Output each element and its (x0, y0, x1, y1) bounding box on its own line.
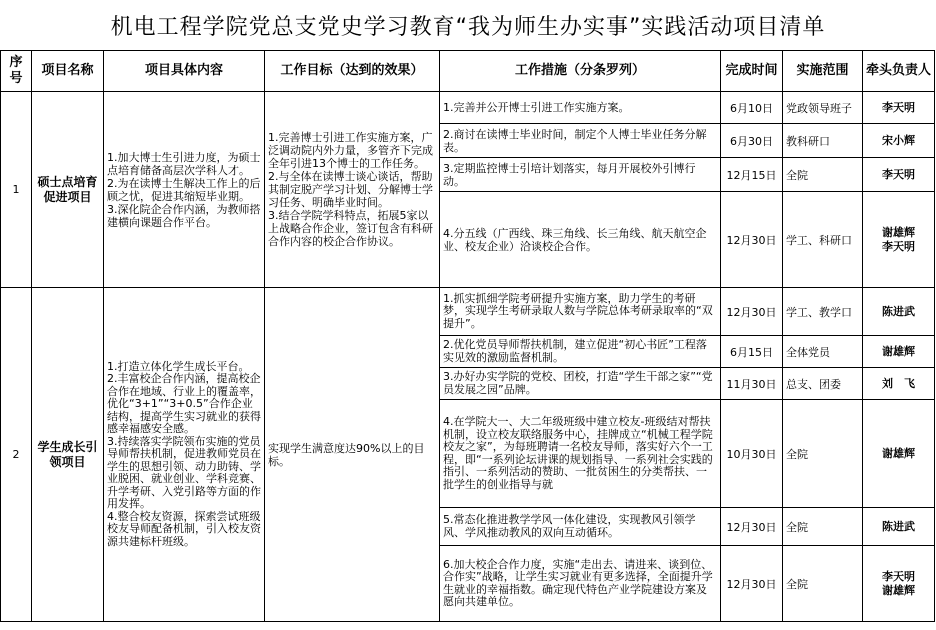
table-row (1, 288, 935, 336)
measure-text: 1.抓实抓细学院考研提升实施方案，助力学生的考研梦，实现学生考研录取人数与学院总体考研录取率的“双提升”。 (440, 288, 721, 336)
measure-lead: 陈进武 (863, 508, 935, 546)
project-content: 1.加大博士生引进力度，为硕士点培育储备高层次学科人才。 2.为在读博士生解决工作上的后顾之忧，促进其缩短毕业期。 3.深化院企合作内涵，为教师搭建横向课题合作平台。 (104, 92, 265, 288)
measure-scope: 学工、科研口 (783, 192, 863, 288)
measure-lead: 谢雄辉 (863, 400, 935, 508)
measure-text: 6.加大校企合作力度，实施“走出去、请进来、谈到位、合作实”战略，让学生实习就业有更多选择，全面提升学生就业的幸福指数。确定现代特色产业学院建设方案及愿向共建单位。 (440, 546, 721, 622)
project-goal: 实现学生满意度达90%以上的目标。 (265, 288, 440, 622)
measure-scope: 教科研口 (783, 124, 863, 158)
project-name: 硕士点培育促进项目 (32, 92, 104, 288)
project-no: 1 (1, 92, 32, 288)
document-title: 机电工程学院党总支党史学习教育“我为师生办实事”实践活动项目清单 (110, 14, 826, 40)
measure-text: 2.商讨在读博士毕业时间，制定个人博士毕业任务分解表。 (440, 124, 721, 158)
measure-text: 4.在学院大一、大二年级班级中建立校友-班级结对帮扶机制，设立校友联络服务中心，挂牌成立“机械工程学院校友之家”，为每班聘请一名校友导师，落实好六个一工程，即“一系列论坛讲课的规划指导、一系列社会实践的指引、一系列活动的赞助、一批贫困生的分类帮扶、一批学生的创业指导与就 (440, 400, 721, 508)
measure-lead: 李天明 (863, 92, 935, 124)
measure-scope: 学工、教学口 (783, 288, 863, 336)
header-time: 完成时间 (721, 51, 783, 92)
project-content: 1.打造立体化学生成长平台。 2.丰富校企合作内涵，提高校企合作在地域、行业上的覆盖率，优化“3+1”“3+0.5”合作企业结构，提高学生实习就业的获得感幸福感安全感。 3.持续落实学院领布实施的党员导师帮扶机制，促进教师党员在学生的思想引领、动力助铸、学业脱困、就业创业、学科竞赛、升学考研、入党引路等方面的作用发挥。 4.整合校友资源，探索尝试班级校友导师配备机制，引入校友资源共建标杆班级。 (104, 288, 265, 622)
project-table (0, 50, 935, 622)
project-no: 2 (1, 288, 32, 622)
measure-lead: 谢雄辉 李天明 (863, 192, 935, 288)
measure-time: 12月15日 (721, 158, 783, 192)
table-row (1, 92, 935, 124)
measure-lead: 谢雄辉 (863, 336, 935, 368)
measure-time: 12月30日 (721, 546, 783, 622)
measure-lead: 刘 飞 (863, 368, 935, 400)
header-measures: 工作措施（分条罗列） (440, 51, 721, 92)
header-name: 项目名称 (32, 51, 104, 92)
measure-time: 12月30日 (721, 508, 783, 546)
header-lead: 牵头负责人 (863, 51, 935, 92)
measure-lead: 宋小辉 (863, 124, 935, 158)
project-goal: 1.完善博士引进工作实施方案，广泛调动院内外力量，多管齐下完成全年引进13个博士的工作任务。 2.与全体在读博士谈心谈话，帮助其制定脱产学习计划、分解博士学习任务、明确毕业时间。 3.结合学院学科特点，拓展5家以上战略合作企业，签订包含有科研合作内容的校企合作协议。 (265, 92, 440, 288)
measure-scope: 全院 (783, 158, 863, 192)
measure-time: 6月10日 (721, 92, 783, 124)
header-no: 序号 (1, 51, 32, 92)
measure-scope: 全院 (783, 400, 863, 508)
measure-text: 3.办好办实学院的党校、团校，打造“学生干部之家”“党员发展之园”品牌。 (440, 368, 721, 400)
measure-text: 2.优化党员导师帮扶机制，建立促进“初心书匠”工程落实见效的激励监督机制。 (440, 336, 721, 368)
measure-text: 1.完善并公开博士引进工作实施方案。 (440, 92, 721, 124)
measure-time: 11月30日 (721, 368, 783, 400)
header-scope: 实施范围 (783, 51, 863, 92)
measure-lead: 李天明 谢雄辉 (863, 546, 935, 622)
measure-scope: 全体党员 (783, 336, 863, 368)
measure-scope: 总支、团委 (783, 368, 863, 400)
measure-time: 10月30日 (721, 400, 783, 508)
measure-text: 3.定期监控博士引培计划落实，每月开展校外引博行动。 (440, 158, 721, 192)
measure-time: 6月30日 (721, 124, 783, 158)
measure-time: 12月30日 (721, 288, 783, 336)
header-row (1, 51, 935, 92)
header-goal: 工作目标（达到的效果） (265, 51, 440, 92)
measure-lead: 李天明 (863, 158, 935, 192)
measure-lead: 陈进武 (863, 288, 935, 336)
measure-time: 6月15日 (721, 336, 783, 368)
header-content: 项目具体内容 (104, 51, 265, 92)
measure-scope: 全院 (783, 508, 863, 546)
measure-scope: 党政领导班子 (783, 92, 863, 124)
project-name: 学生成长引领项目 (32, 288, 104, 622)
measure-time: 12月30日 (721, 192, 783, 288)
measure-text: 4.分五线（广西线、珠三角线、长三角线、航天航空企业、校友企业）洽谈校企合作。 (440, 192, 721, 288)
measure-text: 5.常态化推进教学学风一体化建设，实现教风引领学风、学风推动教风的双向互动循环。 (440, 508, 721, 546)
measure-scope: 全院 (783, 546, 863, 622)
